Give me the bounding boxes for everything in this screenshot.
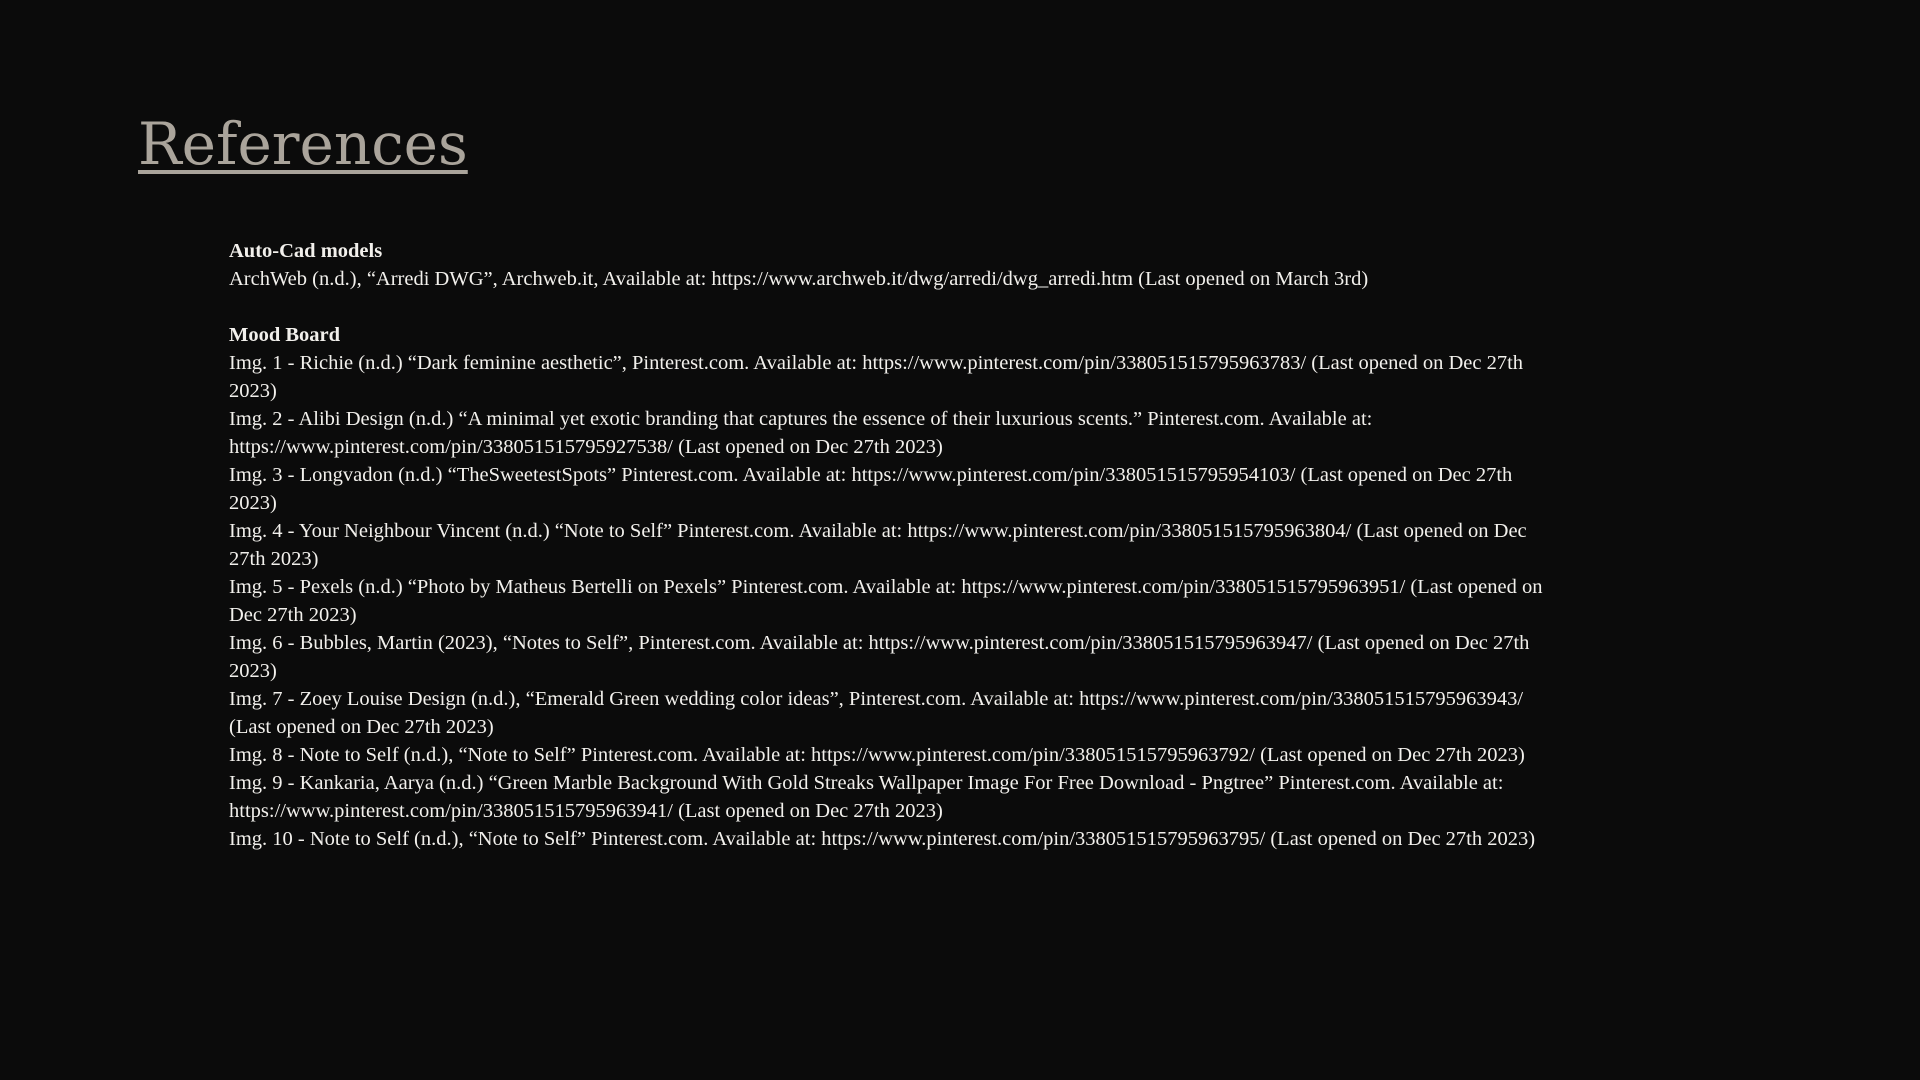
section-autocad-models [229, 237, 1559, 293]
page-title: References [138, 110, 468, 178]
section-mood-board [229, 321, 1559, 853]
references-body [229, 237, 1559, 853]
reference-entry: Img. 5 - Pexels (n.d.) “Photo by Matheus Bertelli on Pexels” Pinterest.com. Available at: https://www.pinterest.com/pin/338051515795963951/ (Last opened on Dec 27th 2023) [229, 576, 1543, 626]
section-heading: Auto-Cad models [229, 240, 383, 262]
reference-entry: Img. 9 - Kankaria, Aarya (n.d.) “Green Marble Background With Gold Streaks Wallpaper Image For Free Download - Pngtree” Pinterest.com. Available at: https://www.pinterest.com/pin/338051515795963941/ (Last opened on Dec 27th 2023) [229, 772, 1504, 822]
reference-entry: Img. 6 - Bubbles, Martin (2023), “Notes to Self”, Pinterest.com. Available at: https://www.pinterest.com/pin/338051515795963947/ (Last opened on Dec 27th 2023) [229, 632, 1530, 682]
reference-entry: Img. 3 - Longvadon (n.d.) “TheSweetestSpots” Pinterest.com. Available at: https://www.pinterest.com/pin/338051515795954103/ (Last opened on Dec 27th 2023) [229, 464, 1513, 514]
reference-entry: Img. 10 - Note to Self (n.d.), “Note to Self” Pinterest.com. Available at: https://www.pinterest.com/pin/338051515795963795/ (Last opened on Dec 27th 2023) [229, 828, 1536, 850]
reference-entry: ArchWeb (n.d.), “Arredi DWG”, Archweb.it, Available at: https://www.archweb.it/dwg/arredi/dwg_arredi.htm (Last opened on March 3rd) [229, 268, 1369, 290]
reference-entry: Img. 8 - Note to Self (n.d.), “Note to Self” Pinterest.com. Available at: https://www.pinterest.com/pin/338051515795963792/ (Last opened on Dec 27th 2023) [229, 744, 1525, 766]
reference-entry: Img. 1 - Richie (n.d.) “Dark feminine aesthetic”, Pinterest.com. Available at: https://www.pinterest.com/pin/338051515795963783/ (Last opened on Dec 27th 2023) [229, 352, 1524, 402]
reference-entry: Img. 2 - Alibi Design (n.d.) “A minimal yet exotic branding that captures the essence of their luxurious scents.” Pinterest.com. Available at: https://www.pinterest.com/pin/338051515795927538/ (Last opened on Dec 27th 2023) [229, 408, 1373, 458]
section-heading: Mood Board [229, 324, 341, 346]
reference-entry: Img. 7 - Zoey Louise Design (n.d.), “Emerald Green wedding color ideas”, Pinterest.com. Available at: https://www.pinterest.com/pin/338051515795963943/ (Last opened on Dec 27th 2023) [229, 688, 1524, 738]
section-spacer [229, 293, 1559, 321]
reference-entry: Img. 4 - Your Neighbour Vincent (n.d.) “Note to Self” Pinterest.com. Available at: https://www.pinterest.com/pin/338051515795963804/ (Last opened on Dec 27th 2023) [229, 520, 1527, 570]
